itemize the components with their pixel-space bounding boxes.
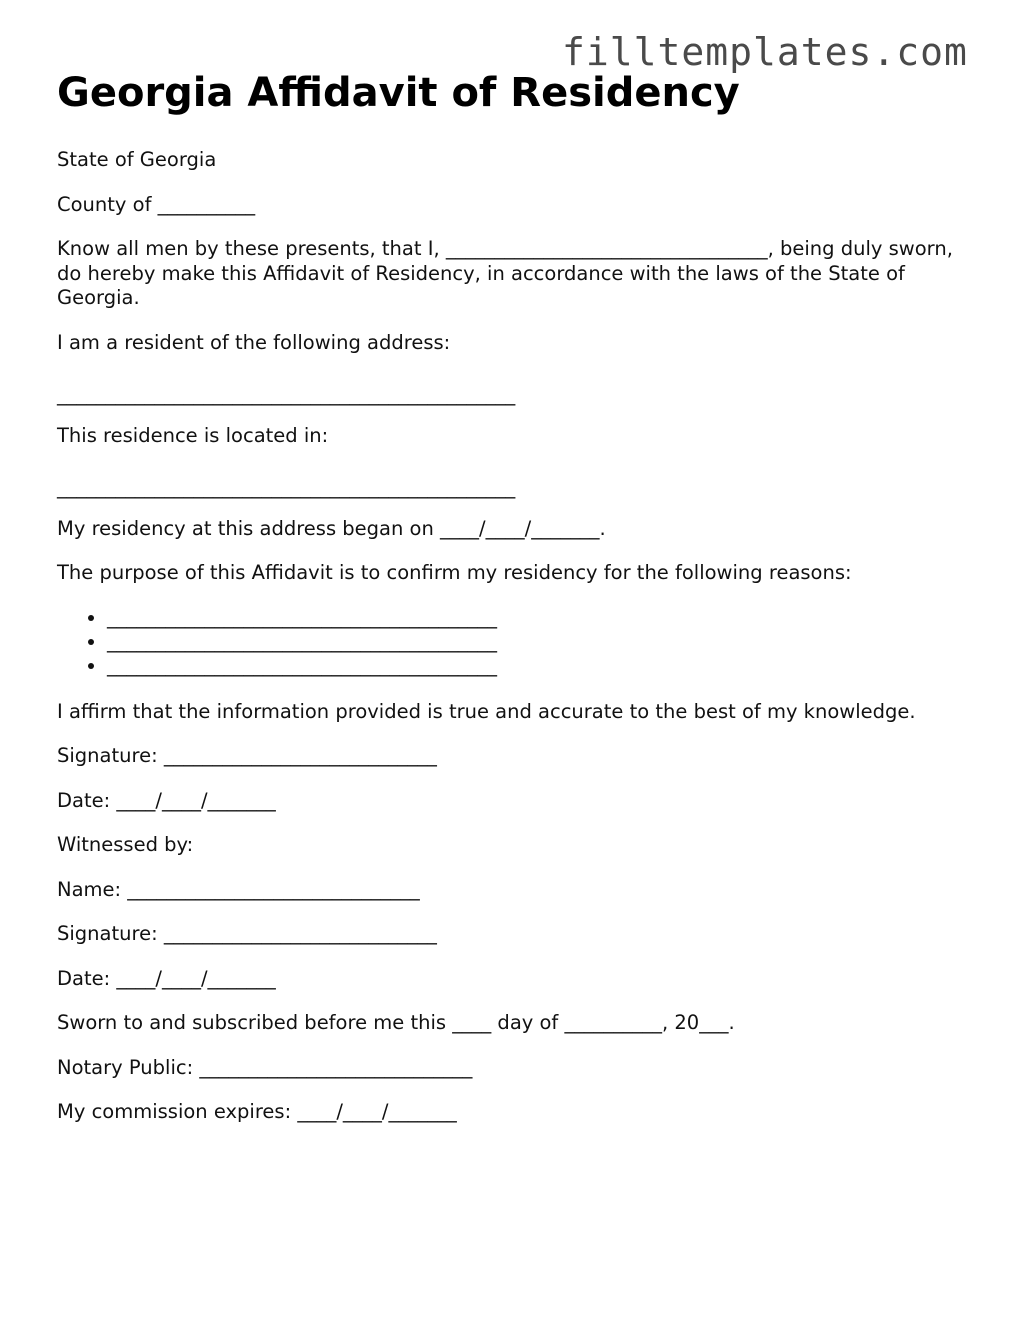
date-line: Date: ____/____/_______: [57, 788, 276, 812]
state-line: State of Georgia: [57, 148, 217, 171]
reasons-list: [57, 606, 977, 678]
intro-paragraph: Know all men by these presents, that I, _________________________________, being duly sworn, do hereby make this Affidavit of Residency, in accordance with the laws of the State of Georgia.: [57, 237, 953, 309]
watermark: filltemplates.com: [562, 30, 968, 74]
address-label: I am a resident of the following address:: [57, 330, 451, 354]
witness-name-line: Name: ______________________________: [57, 877, 420, 901]
list-item: • ________________________________________: [107, 654, 977, 678]
purpose-label: The purpose of this Affidavit is to confirm my residency for the following reasons:: [57, 561, 852, 584]
location-label: This residence is located in:: [57, 423, 329, 447]
witnessed-by-label: Witnessed by:: [57, 833, 194, 856]
signature-line: Signature: ____________________________: [57, 744, 437, 767]
witness-signature-line: Signature: ____________________________: [57, 922, 437, 945]
affirmation-line: I affirm that the information provided is true and accurate to the best of my knowledge.: [57, 699, 916, 723]
witness-date-line: Date: ____/____/_______: [57, 966, 276, 990]
list-item: • ________________________________________: [107, 606, 977, 630]
notary-line: Notary Public: ____________________________: [57, 1055, 473, 1079]
residency-began-line: My residency at this address began on ____/____/_______.: [57, 516, 606, 540]
location-blank: _______________________________________________: [57, 476, 516, 499]
county-line: County of __________: [57, 192, 256, 216]
list-item: • ________________________________________: [107, 630, 977, 654]
address-blank: _______________________________________________: [57, 383, 516, 406]
page-title: Georgia Affidavit of Residency: [57, 70, 740, 116]
commission-line: My commission expires: ____/____/_______: [57, 1100, 457, 1123]
document-body: [57, 148, 977, 1145]
sworn-line: Sworn to and subscribed before me this ____ day of __________, 20___.: [57, 1011, 735, 1034]
